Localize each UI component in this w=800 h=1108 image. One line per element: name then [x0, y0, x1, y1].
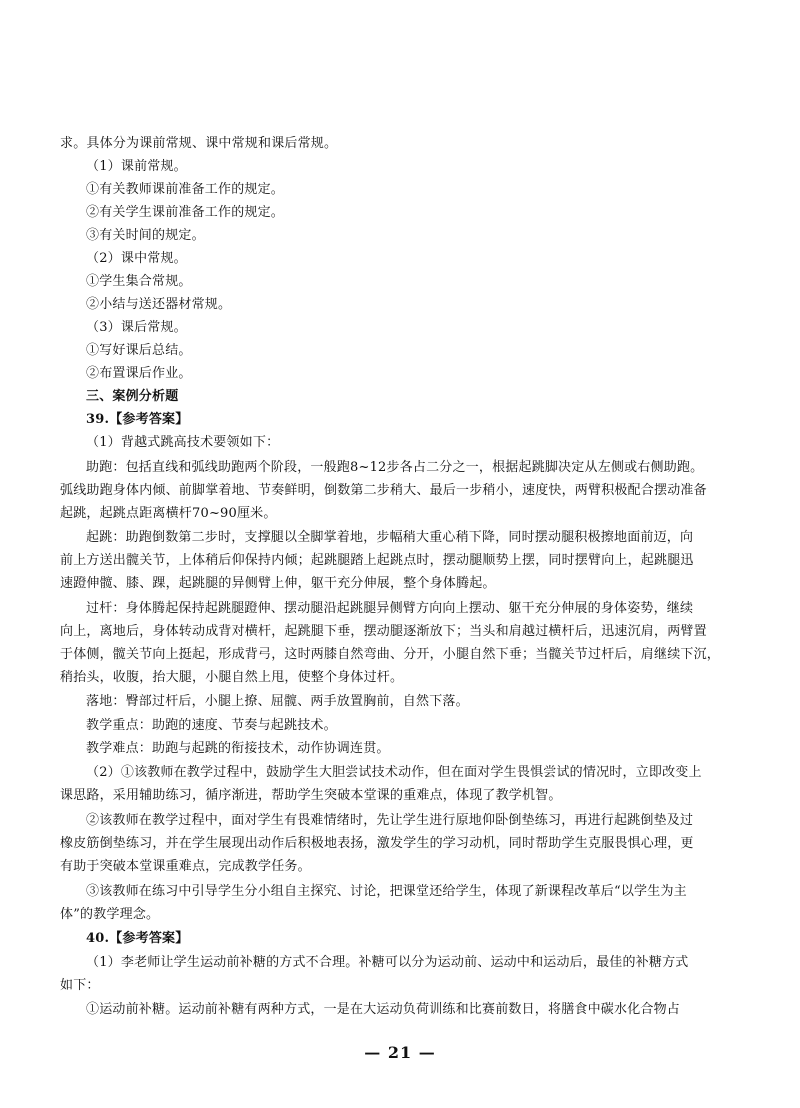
section-heading: 三、案例分析题 [86, 389, 179, 404]
answer-heading: 40.【参考答案】 [86, 931, 189, 946]
text-line: ②小结与送还器材常规。 [86, 297, 232, 312]
text-line: ①运动前补糖。运动前补糖有两种方式，一是在大运动负荷训练和比赛前数日，将膳食中碳水化合物占 [86, 1002, 681, 1017]
text-line: 弧线助跑身体内倾、前脚掌着地、节奏鲜明，倒数第二步稍大、最后一步稍小，速度快，两臂积极配合摆动准备 [60, 483, 707, 498]
text-line: ②有关学生课前准备工作的规定。 [86, 205, 285, 220]
text-line: （2）①该教师在教学过程中，鼓励学生大胆尝试技术动作，但在面对学生畏惧尝试的情况时，立即改变上 [86, 765, 702, 780]
text-line: （3）课后常规。 [86, 320, 187, 335]
answer-heading: 39.【参考答案】 [86, 412, 189, 427]
text-line: 速蹬伸髋、膝、踝，起跳腿的异侧臂上伸，躯干充分伸展，整个身体腾起。 [60, 576, 496, 591]
text-line: ②该教师在教学过程中，面对学生有畏难情绪时，先让学生进行原地仰卧倒垫练习，再进行起跳倒垫及过 [86, 813, 694, 828]
text-line: 课思路，采用辅助练习，循序渐进，帮助学生突破本堂课的重难点，体现了教学机智。 [60, 788, 562, 803]
text-line: ③该教师在练习中引导学生分小组自主探究、讨论，把课堂还给学生，体现了新课程改革后“以学生为主 [86, 884, 687, 899]
text-line: 如下： [60, 978, 100, 993]
text-line: ②布置课后作业。 [86, 366, 192, 381]
text-line: ③有关时间的规定。 [86, 228, 205, 243]
text-line: （1）李老师让学生运动前补糖的方式不合理。补糖可以分为运动前、运动中和运动后，最佳的补糖方式 [86, 955, 689, 970]
text-line: 起跳，起跳点距离横杆70~90厘米。 [60, 506, 277, 521]
text-line: 教学难点：助跑与起跳的衔接技术，动作协调连贯。 [86, 741, 390, 756]
text-line: 起跳：助跑倒数第二步时，支撑腿以全脚掌着地，步幅稍大重心稍下降，同时摆动腿积极擦地面前迈，向 [86, 530, 694, 545]
text-line: 橡皮筋倒垫练习，并在学生展现出动作后积极地表扬，激发学生的学习动机，同时帮助学生克服畏惧心理，更 [60, 836, 694, 851]
text-line: （1）背越式跳高技术要领如下： [86, 435, 280, 450]
text-line: 向上，离地后，身体转动成背对横杆，起跳腿下垂，摆动腿逐渐放下；当头和肩越过横杆后，迅速沉肩，两臂置 [60, 624, 707, 639]
text-line: 落地：臀部过杆后，小腿上撩、屈髋、两手放置胸前，自然下落。 [86, 694, 469, 709]
text-line: 助跑：包括直线和弧线助跑两个阶段，一般跑8~12步各占二分之一，根据起跳脚决定从左侧或右侧助跑。 [86, 460, 704, 475]
text-line: 于体侧，髋关节向上挺起，形成背弓，这时两膝自然弯曲、分开，小腿自然下垂；当髋关节过杆后，肩继续下沉， [60, 647, 721, 662]
text-line: 体”的教学理念。 [60, 907, 160, 922]
text-line: （2）课中常规。 [86, 251, 187, 266]
text-line: 过杆：身体腾起保持起跳腿蹬伸、摆动腿沿起跳腿异侧臂方向向上摆动、躯干充分伸展的身体姿势，继续 [86, 601, 694, 616]
text-line: 前上方送出髋关节，上体稍后仰保持内倾；起跳腿踏上起跳点时，摆动腿顺势上摆，同时摆臂向上，起跳腿迅 [60, 553, 694, 568]
page-number: — 21 — [364, 1043, 436, 1062]
text-line: 求。具体分为课前常规、课中常规和课后常规。 [60, 136, 338, 151]
text-line: （1）课前常规。 [86, 159, 187, 174]
text-line: 教学重点：助跑的速度、节奏与起跳技术。 [86, 718, 337, 733]
text-line: 有助于突破本堂课重难点，完成教学任务。 [60, 859, 311, 874]
text-line: ①学生集合常规。 [86, 274, 192, 289]
text-line: ①有关教师课前准备工作的规定。 [86, 182, 285, 197]
text-line: 稍抬头，收腹，抬大腿，小腿自然上甩，使整个身体过杆。 [60, 670, 404, 685]
text-line: ①写好课后总结。 [86, 343, 192, 358]
